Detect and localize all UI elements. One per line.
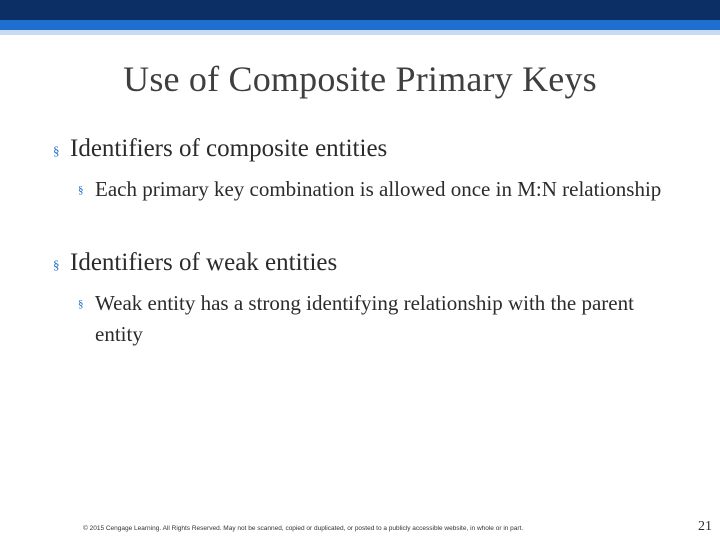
bullet-composite-entities [53,134,387,166]
page-number: 21 [698,519,712,534]
bullet-icon: § [53,257,60,272]
header-stripe-light [0,30,720,35]
header-stripe-blue [0,20,720,30]
header-bar-dark [0,0,720,20]
sub-bullet-text: Each primary key combination is allowed once in M:N relationship [95,177,662,201]
bullet-icon: § [78,184,84,196]
bullet-weak-entities [53,248,337,280]
bullet-icon: § [53,143,60,158]
sub-bullet-composite-entities [78,174,678,206]
sub-bullet-weak-entities [78,288,678,350]
bullet-text: Identifiers of weak entities [70,249,338,276]
bullet-icon: § [78,298,84,310]
sub-bullet-text: Weak entity has a strong identifying relationship with the parent entity [95,291,634,346]
bullet-text: Identifiers of composite entities [70,135,388,162]
slide-title: Use of Composite Primary Keys [123,59,597,99]
copyright-footer: © 2015 Cengage Learning. All Rights Reserved. May not be scanned, copied or duplicated, or posted to a publicly accessible website, in whole or in part. [83,525,524,532]
